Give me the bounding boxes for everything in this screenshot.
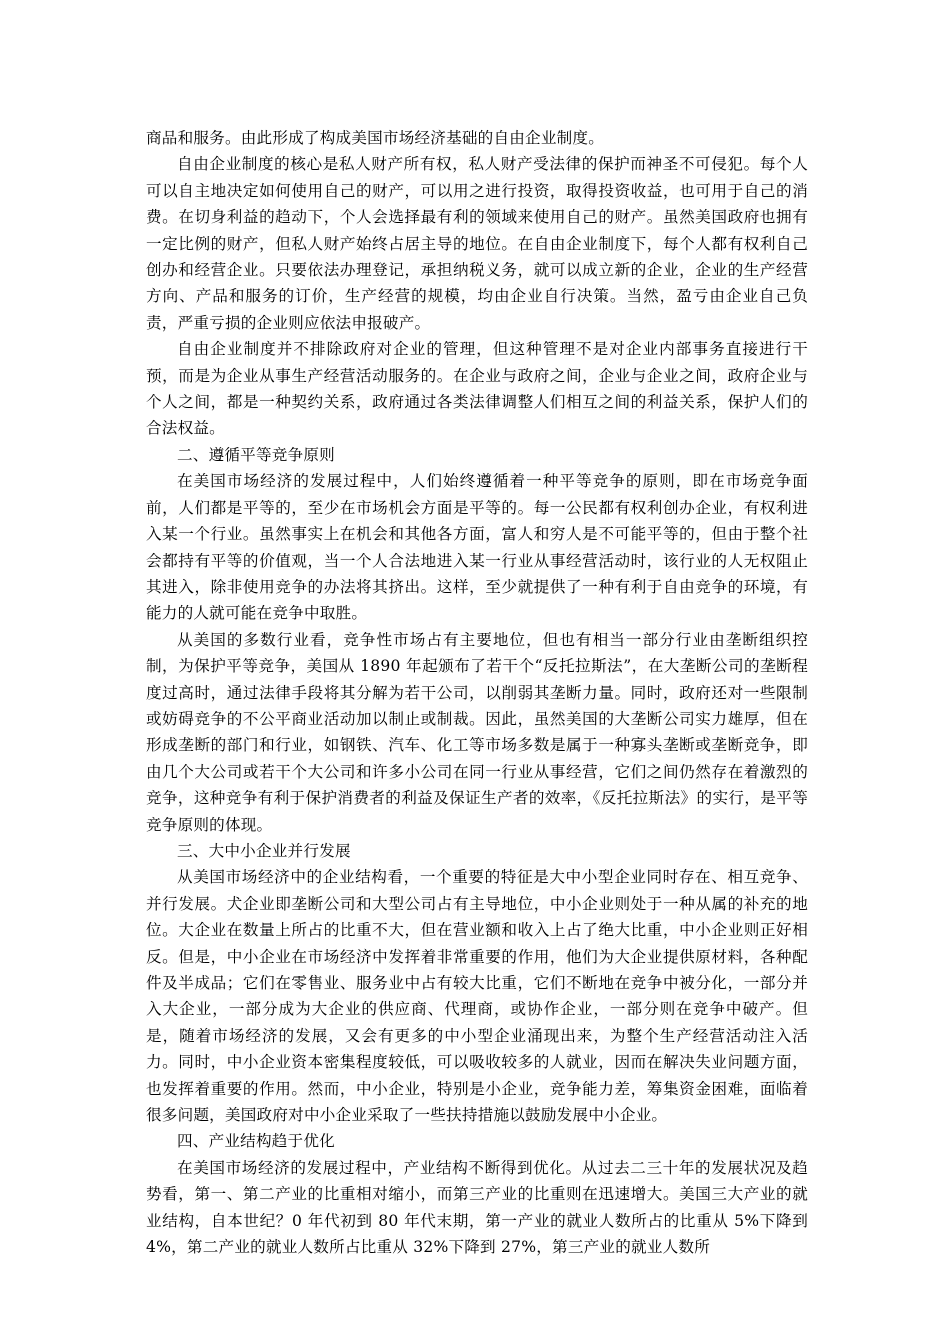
paragraph-antitrust: 从美国的多数行业看，竞争性市场占有主要地位，但也有相当一部分行业由垄断组织控制，为保护平等竞争，美国从 1890 年起颁布了若干个“反托拉斯法”，在大垄断公司的垄断程度过高时，通过法律手段将其分解为若干公司，以削弱其垄断力量。同时，政府还对一些限制或妨碍竞争的不公平商业活动加以制止或制裁。因此，虽然美国的大垄断公司实力雄厚，但在形成垄断的部门和行业，如钢铁、汽车、化工等市场多数是属于一种寡头垄断或垄断竞争，即由几个大公司或若干个大公司和许多小公司在同一行业从事经营，它们之间仍然存在着激烈的竞争，这种竞争有利于保护消费者的利益及保证生产者的效率，《反托拉斯法》的实行，是平等竞争原则的体现。 — [146, 630, 808, 834]
section-heading-industrial-structure: 四、产业结构趋于优化 — [177, 1132, 335, 1151]
paragraph-industrial-structure: 在美国市场经济的发展过程中，产业结构不断得到优化。从过去二三十年的发展状况及趋势看，第一、第二产业的比重相对缩小，而第三产业的比重则在迅速增大。美国三大产业的就业结构，自本世纪？0 年代初到 80 年代末期，第一产业的就业人数所占的比重从 5%下降到 4%，第二产业的就业人数所占比重从 32%下降到 27%，第三产业的就业人数所 — [146, 1158, 808, 1257]
document-body — [146, 125, 808, 1260]
paragraph-private-property: 自由企业制度的核心是私人财产所有权，私人财产受法律的保护而神圣不可侵犯。每个人可以自主地决定如何使用自己的财产，可以用之进行投资，取得投资收益，也可用于自己的消费。在切身利益的趋动下，个人会选择最有利的领域来使用自己的财产。虽然美国政府也拥有一定比例的财产，但私人财产始终占居主导的地位。在自由企业制度下，每个人都有权利自己创办和经营企业。只要依法办理登记，承担纳税义务，就可以成立新的企业，企业的生产经营方向、产品和服务的订价，生产经营的规模，均由企业自行决策。当然，盈亏由企业自己负责，严重亏损的企业则应依法申报破产。 — [146, 155, 808, 332]
section-heading-equal-competition: 二、遵循平等竞争原则 — [177, 445, 335, 464]
paragraph-enterprise-structure: 从美国市场经济中的企业结构看，一个重要的特征是大中小型企业同时存在、相互竞争、并行发展。犬企业即垄断公司和大型公司占有主导地位，中小企业则处于一种从属的补充的地位。大企业在数量上所占的比重不大，但在营业额和收入上占了绝大比重，中小企业则正好相反。但是，中小企业在市场经济中发挥着非常重要的作用，他们为大企业提供原材料，各种配件及半成品；它们在零售业、服务业中占有较大比重，它们不断地在竞争中被分化，一部分并入大企业，一部分成为大企业的供应商、代理商，或协作企业，一部分则在竞争中破产。但是，随着市场经济的发展，又会有更多的中小型企业涌现出来，为整个生产经营活动注入活力。同时，中小企业资本密集程度较低，可以吸收较多的人就业，因而在解决失业问题方面，也发挥着重要的作用。然而，中小企业，特别是小企业，竞争能力差，筹集资金困难，面临着很多问题，美国政府对中小企业采取了一些扶持措施以鼓励发展中小企业。 — [146, 868, 808, 1125]
paragraph-continuation: 商品和服务。由此形成了构成美国市场经济基础的自由企业制度。 — [146, 129, 605, 147]
section-heading-enterprise-sizes: 三、大中小企业并行发展 — [177, 841, 351, 860]
paragraph-government-management: 自由企业制度并不排除政府对企业的管理，但这种管理不是对企业内部事务直接进行干预，而是为企业从事生产经营活动服务的。在企业与政府之间，企业与企业之间，政府企业与个人之间，都是一种契约关系，政府通过各类法律调整人们相互之间的利益关系，保护人们的合法权益。 — [146, 340, 808, 438]
paragraph-equal-competition: 在美国市场经济的发展过程中，人们始终遵循着一种平等竞争的原则，即在市场竞争面前，人们都是平等的，至少在市场机会方面是平等的。每一公民都有权利创办企业，有权利进入某一个行业。虽然事实上在机会和其他各方面，富人和穷人是不可能平等的，但由于整个社会都持有平等的价值观，当一个人合法地进入某一行业从事经营活动时，该行业的人无权阻止其进入，除非使用竞争的办法将其挤出。这样，至少就提供了一种有利于自由竞争的环境，有能力的人就可能在竞争中取胜。 — [146, 472, 808, 623]
